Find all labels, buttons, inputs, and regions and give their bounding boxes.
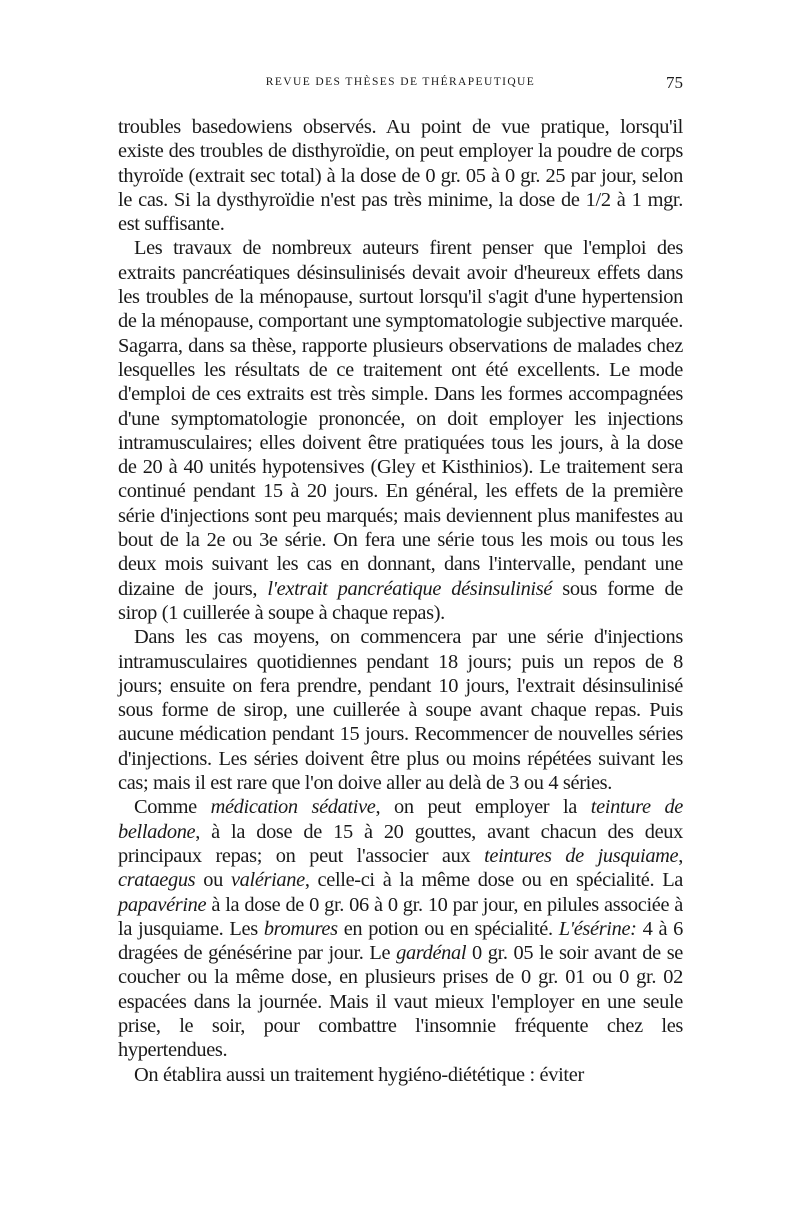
italic-term: papavérine bbox=[118, 893, 207, 916]
text-run: troubles basedowiens observés. Au point de vue pratique, lorsqu'il existe des troubles de disthyroïdie, on peut employer la poudre de corps thyroïde (extrait sec total) à la dose de 0 gr. 05 à 0 gr. 25 par jour, selon le cas. Si la dysthyroïdie n'est pas très minime, la dose de 1/2 à 1 mgr. est suffisante. bbox=[118, 116, 683, 236]
text-run: sous forme de sirop (1 cuillerée à soupe à chaque repas). bbox=[118, 577, 683, 624]
italic-term: L'ésérine: bbox=[558, 917, 637, 940]
page-header bbox=[118, 73, 683, 98]
paragraph-1 bbox=[118, 115, 683, 236]
text-run: On établira aussi un traitement hygiéno-diététique : éviter bbox=[134, 1063, 584, 1086]
paragraph-4 bbox=[118, 795, 683, 1062]
text-run: , on peut employer la bbox=[375, 796, 591, 819]
italic-term: médication sédative bbox=[210, 796, 376, 819]
body-text bbox=[118, 115, 683, 1087]
italic-term: teinture de belladone bbox=[118, 796, 683, 843]
page-number: 75 bbox=[666, 73, 683, 92]
italic-term: bromures bbox=[263, 917, 338, 940]
italic-term: teintures de jusquiame bbox=[484, 844, 679, 867]
text-run: ou bbox=[195, 869, 231, 892]
text-run: 0 gr. 05 le soir avant de se coucher ou la même dose, en plusieurs prises de 0 gr. 01 ou 0 gr. 02 espacées dans la journée. Mais il vaut mieux l'employer en une seule prise, le soir, pour combattre l'insomnie fréquente chez les hypertendues. bbox=[118, 942, 683, 1062]
text-run: à la dose de 0 gr. 06 à 0 gr. 10 par jour, en pilules associée à la jusquiame. Les bbox=[118, 893, 683, 940]
text-run: , bbox=[678, 844, 683, 867]
italic-term: crataegus bbox=[118, 869, 196, 892]
paragraph-2 bbox=[118, 236, 683, 625]
text-run: Dans les cas moyens, on commencera par une série d'injections intramusculaires quotidiennes pendant 18 jours; puis un repos de 8 jours; ensuite on fera prendre, pendant 10 jours, l'extrait désinsulinisé sous forme de sirop, une cuillerée à soupe avant chaque repas. Puis aucune médication pendant 15 jours. Recommencer de nouvelles séries d'injections. Les séries doivent être plus ou moins répétées suivant les cas; mais il est rare que l'on doive aller au delà de 3 ou 4 séries. bbox=[118, 626, 683, 795]
text-run: en potion ou en spécialité. bbox=[337, 917, 559, 940]
text-run: Les travaux de nombreux auteurs firent penser que l'emploi des extraits pancréatiques désinsulinisés devait avoir d'heureux effets dans les troubles de la ménopause, surtout lorsqu'il s'agit d'une hypertension de la ménopause, comportant une symptomatologie subjective marquée. Sagarra, dans sa thèse, rapporte plusieurs observations de malades chez lesquelles les résultats de ce traitement ont été excellents. Le mode d'emploi de ces extraits est très simple. Dans les formes accompagnées d'une symptomatologie prononcée, on doit employer les injections intramusculaires; elles doivent être pratiquées tous les jours, à la dose de 20 à 40 unités hypotensives (Gley et Kisthinios). Le traitement sera continué pendant 15 à 20 jours. En général, les effets de la première série d'injections sont peu marqués; mais deviennent plus manifestes au bout de la 2e ou 3e série. On fera une série tous les mois ou tous les deux mois suivant les cas en donnant, dans l'intervalle, pendant une dizaine de jours, bbox=[118, 237, 683, 600]
paragraph-5 bbox=[118, 1063, 683, 1087]
text-run: , à la dose de 15 à 20 gouttes, avant chacun des deux principaux repas; on peut l'associer aux bbox=[118, 820, 683, 867]
text-run: , celle-ci à la même dose ou en spécialité. La bbox=[304, 869, 684, 892]
text-run: Comme bbox=[134, 796, 211, 819]
text-run: 4 à 6 dragées de génésérine par jour. Le bbox=[118, 917, 684, 965]
italic-term: gardénal bbox=[396, 942, 467, 965]
italic-term: l'extrait pancréatique désinsulinisé bbox=[267, 577, 553, 600]
running-title: REVUE DES THÈSES DE THÉRAPEUTIQUE bbox=[265, 76, 536, 88]
italic-term: valériane bbox=[230, 869, 305, 892]
paragraph-3 bbox=[118, 625, 683, 795]
